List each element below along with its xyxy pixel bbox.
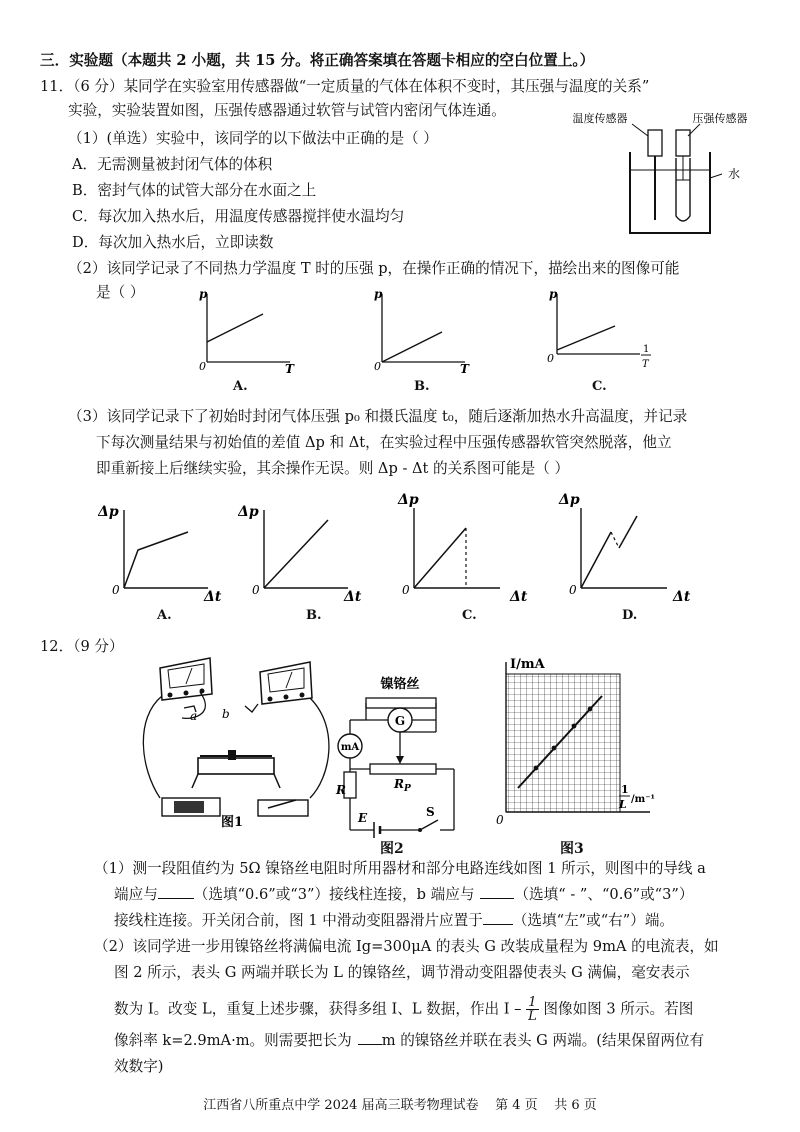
- svg-text:Δp: Δp: [559, 492, 580, 508]
- q12-part2-line1: （2）该同学进一步用镍铬丝将满偏电流 Ig=300μA 的表头 G 改装成量程为 9mA 的电流表，如: [94, 938, 719, 955]
- wire-a-label: a: [190, 709, 198, 723]
- q11-number: 11．: [40, 78, 74, 95]
- q11-p3-graph-b-label: B.: [306, 608, 322, 623]
- q11-p3-graph-a: [98, 492, 238, 604]
- svg-text:0: 0: [402, 583, 410, 597]
- svg-text:0: 0: [569, 583, 577, 597]
- q12-number: 12．: [40, 638, 74, 655]
- q12-part1-line2: 端应与 （选填“0.6”或“3”）接线柱连接，b 端应与 （选填“ - ”、“0.6”或“3”）: [114, 886, 694, 903]
- svg-text:Δt: Δt: [344, 589, 362, 604]
- q11-p2-graph-c: [545, 284, 660, 376]
- fig1-caption: 图1: [220, 815, 244, 828]
- q11-p2-graph-b-label: B.: [414, 379, 430, 394]
- q11-p3-graph-a-label: A.: [157, 608, 172, 623]
- svg-text:1: 1: [621, 783, 629, 796]
- fraction-1-over-L: $\frac{1}{L}$: [528, 995, 537, 1024]
- answer-blank-b-terminal[interactable]: [480, 898, 514, 899]
- fig3-y-axis: I/mA: [510, 657, 545, 672]
- resistor-label: R: [336, 783, 346, 797]
- q11-p3-graph-d: [545, 488, 705, 604]
- q11-part1-prompt: （1）(单选）实验中，该同学的以下做法中正确的是（ ）: [68, 130, 438, 147]
- q11-option-d: D．每次加入热水后，立即读数: [72, 234, 274, 251]
- q11-p3-graph-b: [238, 492, 378, 604]
- q11-intro-line2: 实验，实验装置如图，压强传感器通过软管与试管内密闭气体连通。: [68, 102, 506, 119]
- q11-score: （6 分）: [73, 78, 124, 95]
- q12-score: （9 分）: [73, 638, 124, 655]
- page-footer: [0, 1094, 800, 1113]
- answer-blank-wire-length[interactable]: [358, 1044, 382, 1045]
- svg-text:Δt: Δt: [204, 589, 222, 604]
- svg-text:p: p: [549, 287, 558, 301]
- q11-option-a: A．无需测量被封闭气体的体积: [72, 156, 273, 173]
- fig3-x-unit: /m⁻¹: [631, 794, 655, 805]
- pressure-sensor-label: 压强传感器: [692, 112, 748, 125]
- footer-total: 共 6 页: [554, 1098, 597, 1113]
- q11-part2-prompt-line1: （2）该同学记录了不同热力学温度 T 时的压强 p，在操作正确的情况下，描绘出来的图像可能: [68, 260, 680, 277]
- q12-figure3: [490, 652, 670, 830]
- svg-text:p: p: [374, 287, 383, 301]
- source-label: E: [358, 811, 368, 825]
- section-heading: 三．实验题（本题共 2 小题，共 15 分。将正确答案填在答题卡相应的空白位置上。）: [40, 52, 595, 69]
- fig3-origin: 0: [496, 813, 504, 827]
- fig2-wire-title: 镍铬丝: [380, 677, 420, 692]
- switch-label: S: [426, 805, 435, 819]
- q11-part3-prompt-line2: 下每次测量结果与初始值的差值 Δp 和 Δt，在实验过程中压强传感器软管突然脱落，他立: [96, 434, 672, 451]
- svg-text:T: T: [460, 362, 469, 374]
- svg-text:L: L: [619, 798, 627, 811]
- q12-part1-line1: （1）测一段阻值约为 5Ω 镍铬丝电阻时所用器材和部分电路连线如图 1 所示，则图中的导线 a: [94, 860, 706, 877]
- q11-p2-graph-c-label: C.: [592, 379, 607, 394]
- q11-p2-graph-b: [370, 284, 480, 374]
- footer-school: 江西省八所重点中学 2024 届高三联考物理试卷: [203, 1098, 479, 1113]
- svg-text:0: 0: [374, 360, 381, 373]
- svg-text:0: 0: [112, 583, 120, 597]
- answer-blank-slider-position[interactable]: [483, 924, 513, 925]
- svg-text:Δt: Δt: [510, 589, 528, 604]
- q12-heading: [40, 636, 124, 658]
- q12-figure2: [330, 670, 470, 840]
- svg-text:Δp: Δp: [98, 504, 119, 520]
- q11-part3-prompt-line3: 即重新接上后继续实验，其余操作无误。则 Δp - Δt 的关系图可能是（ ）: [96, 460, 570, 477]
- q11-part3-prompt-line1: （3）该同学记录下了初始时封闭气体压强 p₀ 和摄氏温度 t₀，随后逐渐加热水升高温度，并记录: [68, 408, 688, 425]
- q11-p2-graph-a-label: A.: [233, 379, 248, 394]
- galvanometer-label: G: [394, 714, 406, 728]
- svg-text:0: 0: [199, 360, 206, 373]
- answer-blank-a-terminal[interactable]: [158, 898, 194, 899]
- svg-text:Δt: Δt: [673, 589, 691, 604]
- svg-text:p: p: [199, 287, 208, 301]
- q12-part1-line3: 接线柱连接。开关闭合前，图 1 中滑动变阻器滑片应置于 （选填“左”或“右”）端。: [114, 912, 675, 929]
- svg-text:0: 0: [252, 583, 260, 597]
- ammeter-label: mA: [340, 742, 360, 753]
- q11-p3-graph-c: [378, 488, 538, 604]
- svg-text:0: 0: [547, 352, 554, 365]
- q11-option-c: C．每次加入热水后，用温度传感器搅拌使水温均匀: [72, 208, 405, 225]
- fig3-caption: 图3: [560, 841, 584, 857]
- apparatus-figure: [560, 108, 770, 240]
- q11-p3-graph-d-label: D.: [622, 608, 638, 623]
- q12-part2-line2: 图 2 所示，表头 G 两端并联长为 L 的镍铬丝，调节滑动变阻器使表头 G 满偏，毫安表示: [114, 964, 690, 981]
- q12-part2-line5: 效数字): [114, 1058, 164, 1075]
- wire-b-label: b: [222, 707, 230, 721]
- q11-p3-graph-c-label: C.: [462, 608, 477, 623]
- svg-text:T: T: [285, 362, 294, 374]
- rheostat-label: $R_P$: [394, 777, 411, 794]
- q11-p2-graph-a: [195, 284, 305, 374]
- q11-part2-prompt-line2: 是（ ）: [96, 284, 145, 301]
- svg-text:Δp: Δp: [238, 504, 259, 520]
- q11-intro-line1: 11．（6 分）某同学在实验室用传感器做“一定质量的气体在体积不变时，其压强与温度的关系”: [40, 78, 650, 95]
- water-label: 水: [728, 167, 741, 181]
- fig2-caption: 图2: [380, 841, 404, 857]
- svg-text:T: T: [642, 359, 649, 370]
- svg-text:1: 1: [643, 344, 650, 355]
- svg-text:Δp: Δp: [398, 492, 419, 508]
- temp-sensor-label: 温度传感器: [572, 112, 628, 125]
- q11-option-b: B．密封气体的试管大部分在水面之上: [72, 182, 317, 199]
- q12-part2-line4: 像斜率 k=2.9mA·m。则需要把长为 m 的镍铬丝并联在表头 G 两端。(结果保留两位有: [114, 1032, 705, 1049]
- q12-figure1: [140, 648, 340, 828]
- q12-part2-line3: 数为 I。改变 L，重复上述步骤，获得多组 I、L 数据，作出 I – $\frac{1}{L}$ 图像如图 3 所示。若图: [114, 995, 694, 1024]
- footer-page: 第 4 页: [495, 1098, 538, 1113]
